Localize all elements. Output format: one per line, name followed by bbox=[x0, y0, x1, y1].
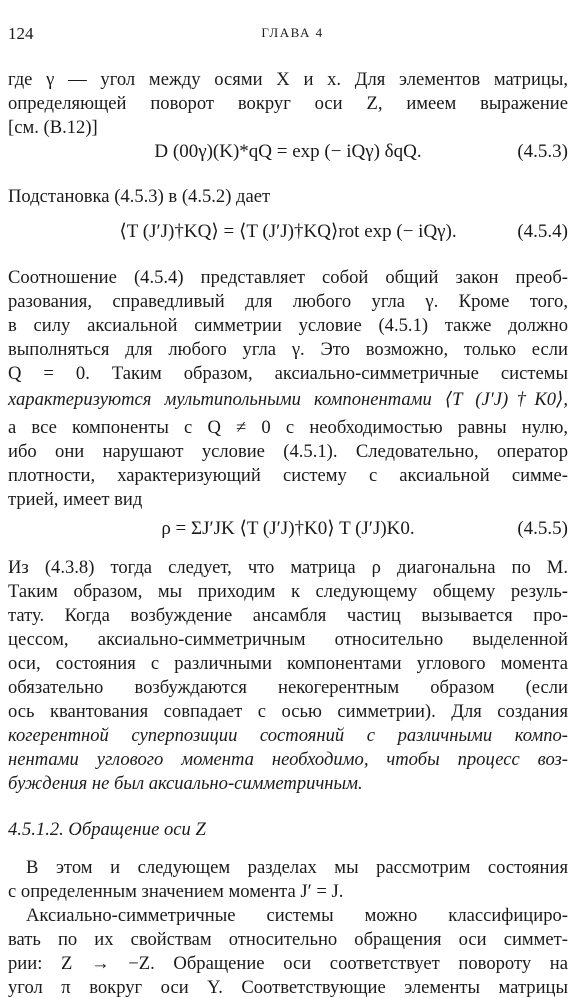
text-line: где γ — угол между осями X и x. Для элементов матрицы, bbox=[8, 69, 568, 90]
text-line: оси, состояния с различными компонентами углового момента bbox=[8, 653, 568, 674]
text-line: В этом и следующем разделах мы рассмотрим состояния bbox=[26, 857, 568, 878]
text-line: цессом, аксиально-симметричным относительно выделенной bbox=[8, 629, 568, 650]
page-number: 124 bbox=[8, 24, 34, 43]
text-line: тату. Когда возбуждение ансамбля частиц вызывается про- bbox=[8, 605, 568, 626]
equation-number: (4.5.5) bbox=[517, 518, 568, 539]
text-line: буждения не был аксиально-симметричным. bbox=[8, 773, 363, 794]
equation-4-5-4 bbox=[8, 217, 568, 247]
text-line: в силу аксиальной симметрии условие (4.5.1) также должно bbox=[8, 315, 568, 336]
equation-formula: ρ = ΣJ′JK ⟨T (J′J)†K0⟩ T (J′J)K0. bbox=[161, 518, 415, 539]
text-line: обязательно возбуждаются некогерентным образом (если bbox=[8, 677, 568, 698]
text-line: выполняться для любого угла γ. Это возможно, только если bbox=[8, 339, 568, 360]
running-head: ГЛАВА 4 bbox=[261, 25, 324, 40]
text-line: плотности, характеризующий систему с аксиальной симме- bbox=[8, 465, 568, 486]
equation-number: (4.5.4) bbox=[517, 221, 568, 242]
text-line: рии: Z → −Z. Обращение оси соответствует повороту на bbox=[8, 953, 568, 974]
text-line: ось квантования совпадает с осью симметрии). Для создания bbox=[8, 701, 568, 722]
equation-4-5-5 bbox=[8, 514, 568, 544]
text-line: Аксиально-симметричные системы можно классифициро- bbox=[26, 905, 568, 926]
equation-formula: D (00γ)(K)*qQ = exp (− iQγ) δqQ. bbox=[154, 141, 422, 162]
text-line: а все компоненты с Q ≠ 0 с необходимостью равны нулю, bbox=[8, 417, 568, 438]
text-line: вать по их свойствам относительно обращения оси симмет- bbox=[8, 929, 568, 950]
text-line: определяющей поворот вокруг оси Z, имеем выражение bbox=[8, 93, 568, 114]
text-line: Q = 0. Таким образом, аксиально-симметричные системы bbox=[8, 363, 568, 384]
equation-4-5-3 bbox=[8, 137, 568, 167]
text-line: характеризуются мультипольными компонентами ⟨T (J′J)†K0⟩, bbox=[8, 389, 568, 410]
text-line: когерентной суперпозиции состояний с различными компо- bbox=[8, 725, 568, 746]
equation-number: (4.5.3) bbox=[517, 141, 568, 162]
text-line: угол π вокруг оси Y. Соответствующие элементы матрицы bbox=[8, 977, 568, 998]
text-line: трией, имеет вид bbox=[8, 489, 143, 510]
text-line: [см. (В.12)] bbox=[8, 117, 98, 138]
equation-formula: ⟨T (J′J)†KQ⟩ = ⟨T (J′J)†KQ⟩rot exp (− iQγ). bbox=[119, 221, 457, 242]
text-line: Из (4.3.8) тогда следует, что матрица ρ диагональна по M. bbox=[8, 557, 568, 578]
page-header bbox=[8, 24, 577, 46]
text-line: Подстановка (4.5.3) в (4.5.2) дает bbox=[8, 186, 271, 207]
text-line: Соотношение (4.5.4) представляет собой общий закон преоб- bbox=[8, 267, 568, 288]
text-line: Таким образом, мы приходим к следующему общему резуль- bbox=[8, 581, 568, 602]
text-line: нентами углового момента необходимо, чтобы процесс воз- bbox=[8, 749, 568, 770]
text-line: ибо они нарушают условие (4.5.1). Следовательно, оператор bbox=[8, 441, 568, 462]
text-line: с определенным значением момента J′ = J. bbox=[8, 881, 344, 902]
text-line: разования, справедливый для любого угла γ. Кроме того, bbox=[8, 291, 568, 312]
section-title: 4.5.1.2. Обращение оси Z bbox=[8, 819, 206, 840]
